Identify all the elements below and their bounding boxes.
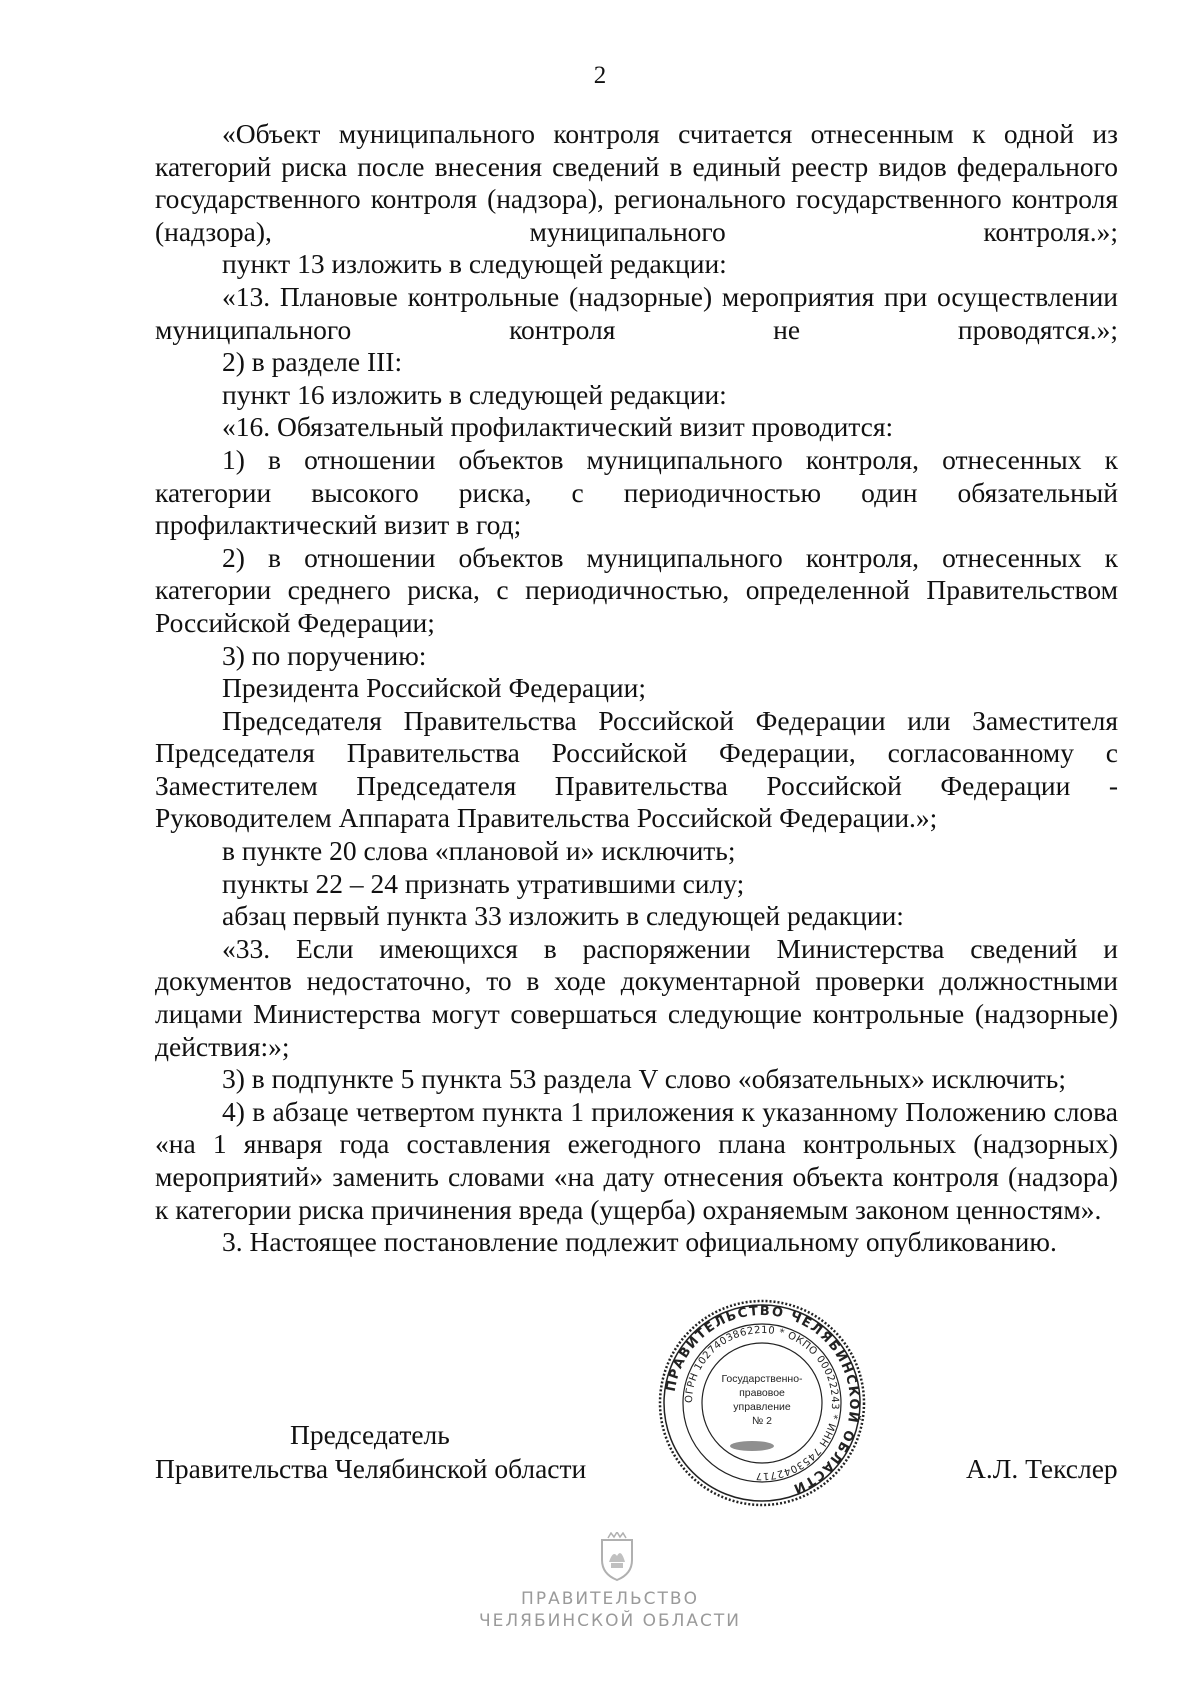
paragraph: Президента Российской Федерации; <box>222 672 646 704</box>
paragraph: абзац первый пункта 33 изложить в следующей редакции: <box>222 900 904 932</box>
page-number: 2 <box>593 62 607 89</box>
document-body <box>155 118 1118 1259</box>
paragraph: 3) в подпункте 5 пункта 53 раздела V слово «обязательных» исключить; <box>222 1063 1066 1095</box>
paragraph: Председателя Правительства Российской Федерации или Заместителя Председателя Правительства Российской Федерации, согласованному с Заместителем Председателя Правительства Российской Федерации - Руководителем Аппарата Правительства Российской Федерации.»; <box>155 704 1118 834</box>
paragraph: «Объект муниципального контроля считается отнесенным к одной из категорий риска после внесения сведений в единый реестр видов федерального государственного контроля (надзора), регионального государственного контроля (надзора), муниципального контроля.»; <box>155 118 1118 247</box>
paragraph: «33. Если имеющихся в распоряжении Министерства сведений и документов недостаточно, то в ходе документарной проверки должностными лицами Министерства могут совершаться следующие контрольные (надзорные) действия:»; <box>155 932 1118 1062</box>
signature-position-line1: Председатель <box>290 1419 450 1450</box>
footer-line1: ПРАВИТЕЛЬСТВО <box>521 1589 699 1609</box>
seal-center-line: правовое <box>739 1387 785 1399</box>
paragraph: в пункте 20 слова «плановой и» исключить; <box>222 835 736 867</box>
paragraph: пункты 22 – 24 признать утратившими силу; <box>222 867 745 899</box>
paragraph: пункт 16 изложить в следующей редакции: <box>222 378 727 410</box>
paragraph: пункт 13 изложить в следующей редакции: <box>222 248 727 280</box>
footer-organization <box>440 1588 780 1632</box>
seal-center-line: управление <box>733 1401 791 1413</box>
paragraph: «16. Обязательный профилактический визит проводится: <box>222 411 894 443</box>
seal-center-line: № 2 <box>751 1415 773 1427</box>
signatory-name: А.Л. Текслер <box>966 1453 1118 1484</box>
coat-of-arms-icon <box>596 1532 638 1582</box>
footer-line2: ЧЕЛЯБИНСКОЙ ОБЛАСТИ <box>478 1611 742 1631</box>
paragraph: 1) в отношении объектов муниципального контроля, отнесенных к категории высокого риска, с периодичностью один обязательный профилактический визит в год; <box>155 443 1118 541</box>
paragraph: 2) в отношении объектов муниципального контроля, отнесенных к категории среднего риска, с периодичностью, определенной Правительством Российской Федерации; <box>155 541 1118 638</box>
seal-outer-text: ПРАВИТЕЛЬСТВО ЧЕЛЯБИНСКОЙ ОБЛАСТИ <box>663 1303 862 1497</box>
official-seal <box>657 1298 867 1508</box>
paragraph: «13. Плановые контрольные (надзорные) мероприятия при осуществлении муниципального контроля не проводятся.»; <box>155 280 1118 345</box>
seal-center-line: Государственно- <box>721 1373 803 1385</box>
paragraph: 2) в разделе III: <box>222 346 403 378</box>
paragraph: 3) по поручению: <box>222 639 427 671</box>
paragraph: 3. Настоящее постановление подлежит официальному опубликованию. <box>222 1226 1057 1258</box>
seal-inner-text: ОГРН 1027403862210 * ОКПО 00022243 * ИНН 7453042717 <box>683 1324 841 1482</box>
paragraph: 4) в абзаце четвертом пункта 1 приложения к указанному Положению слова «на 1 января года составления ежегодного плана контрольных (надзорных) мероприятий» заменить словами «на дату отнесения объекта контроля (надзора) к категории риска причинения вреда (ущерба) охраняемым законом ценностям». <box>155 1095 1118 1225</box>
signature-position-line2: Правительства Челябинской области <box>155 1453 587 1484</box>
